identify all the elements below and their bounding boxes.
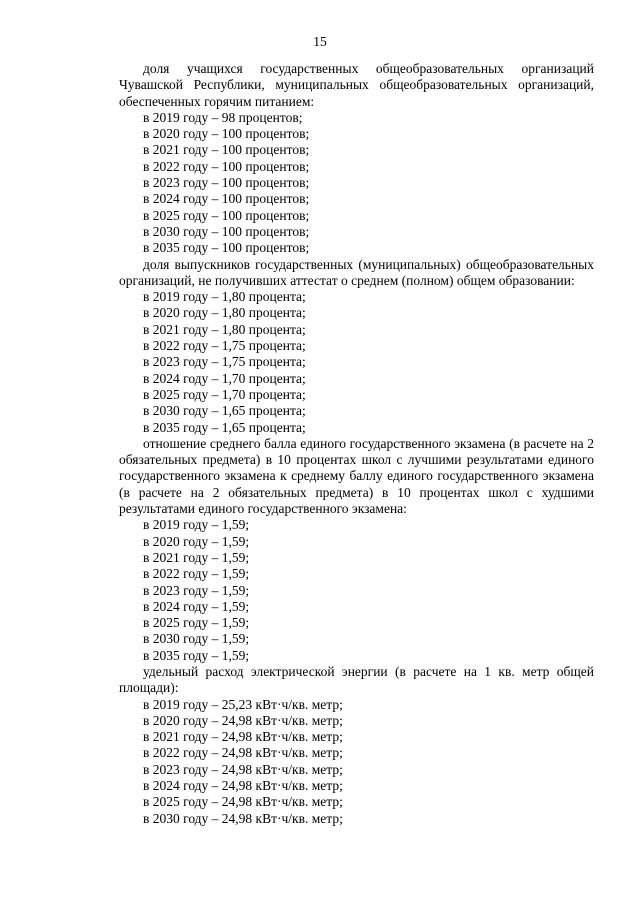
- list-item: в 2024 году – 1,59;: [143, 598, 250, 614]
- list-item: в 2023 году – 100 процентов;: [143, 175, 310, 191]
- list-item: в 2024 году – 24,98 кВт·ч/кв. метр;: [143, 778, 343, 794]
- section-intro: доля учащихся государственных общеобразовательных организаций Чувашской Республики, муниципальных общеобразовательных организаций, обеспеченных горячим питанием:: [119, 61, 594, 109]
- list-item: в 2019 году – 1,80 процента;: [143, 289, 306, 305]
- list-item: в 2019 году – 98 процентов;: [143, 109, 303, 125]
- section-exam-score-ratio: [119, 436, 594, 664]
- section-graduates-without-certificate: [119, 257, 594, 436]
- document-body: [119, 61, 594, 827]
- list-item: в 2024 году – 100 процентов;: [143, 191, 310, 207]
- list-item: в 2019 году – 1,59;: [143, 517, 250, 533]
- list-item: в 2025 году – 1,59;: [143, 615, 250, 631]
- list-item: в 2030 году – 1,59;: [143, 631, 250, 647]
- list-item: в 2020 году – 1,59;: [143, 533, 250, 549]
- list-item: в 2024 году – 1,70 процента;: [143, 370, 306, 386]
- list-item: в 2020 году – 100 процентов;: [143, 126, 310, 142]
- list-item: в 2021 году – 100 процентов;: [143, 142, 310, 158]
- list-item: в 2030 году – 100 процентов;: [143, 223, 310, 239]
- list-item: в 2020 году – 1,80 процента;: [143, 305, 306, 321]
- section-intro: удельный расход электрической энергии (в расчете на 1 кв. метр общей площади):: [119, 663, 594, 696]
- section-electricity-consumption: [119, 664, 594, 827]
- section-intro: доля выпускников государственных (муниципальных) общеобразовательных организаций, не получивших аттестат о среднем (полном) общем образовании:: [119, 256, 594, 288]
- list-item: в 2021 году – 24,98 кВт·ч/кв. метр;: [143, 729, 343, 745]
- list-item: в 2022 году – 1,59;: [143, 566, 250, 582]
- list-item: в 2020 году – 24,98 кВт·ч/кв. метр;: [143, 712, 343, 728]
- list-item: в 2035 году – 1,65 процента;: [143, 419, 306, 435]
- list-item: в 2019 году – 25,23 кВт·ч/кв. метр;: [143, 696, 343, 712]
- list-item: в 2035 году – 100 процентов;: [143, 240, 310, 256]
- list-item: в 2021 году – 1,80 процента;: [143, 321, 306, 337]
- list-item: в 2025 году – 24,98 кВт·ч/кв. метр;: [143, 794, 343, 810]
- list-item: в 2022 году – 24,98 кВт·ч/кв. метр;: [143, 745, 343, 761]
- list-item: в 2030 году – 1,65 процента;: [143, 403, 306, 419]
- list-item: в 2023 году – 1,59;: [143, 582, 250, 598]
- list-item: в 2021 году – 1,59;: [143, 549, 250, 565]
- list-item: в 2035 году – 1,59;: [143, 647, 250, 663]
- section-hot-meals: [119, 61, 594, 257]
- list-item: в 2023 году – 1,75 процента;: [143, 354, 306, 370]
- list-item: в 2030 году – 24,98 кВт·ч/кв. метр;: [143, 810, 343, 826]
- list-item: в 2025 году – 1,70 процента;: [143, 386, 306, 402]
- page-number: 15: [313, 34, 327, 49]
- list-item: в 2025 году – 100 процентов;: [143, 207, 310, 223]
- list-item: в 2022 году – 100 процентов;: [143, 158, 310, 174]
- list-item: в 2022 году – 1,75 процента;: [143, 338, 306, 354]
- list-item: в 2023 году – 24,98 кВт·ч/кв. метр;: [143, 761, 343, 777]
- section-intro: отношение среднего балла единого государственного экзамена (в расчете на 2 обязательных предмета) в 10 процентах школ с лучшими результатами единого государственного экзамена к среднему баллу единого государственного экзамена (в расчете на 2 обязательных предмета) в 10 процентах школ с худшими результатами единого государственного экзамена:: [119, 435, 594, 517]
